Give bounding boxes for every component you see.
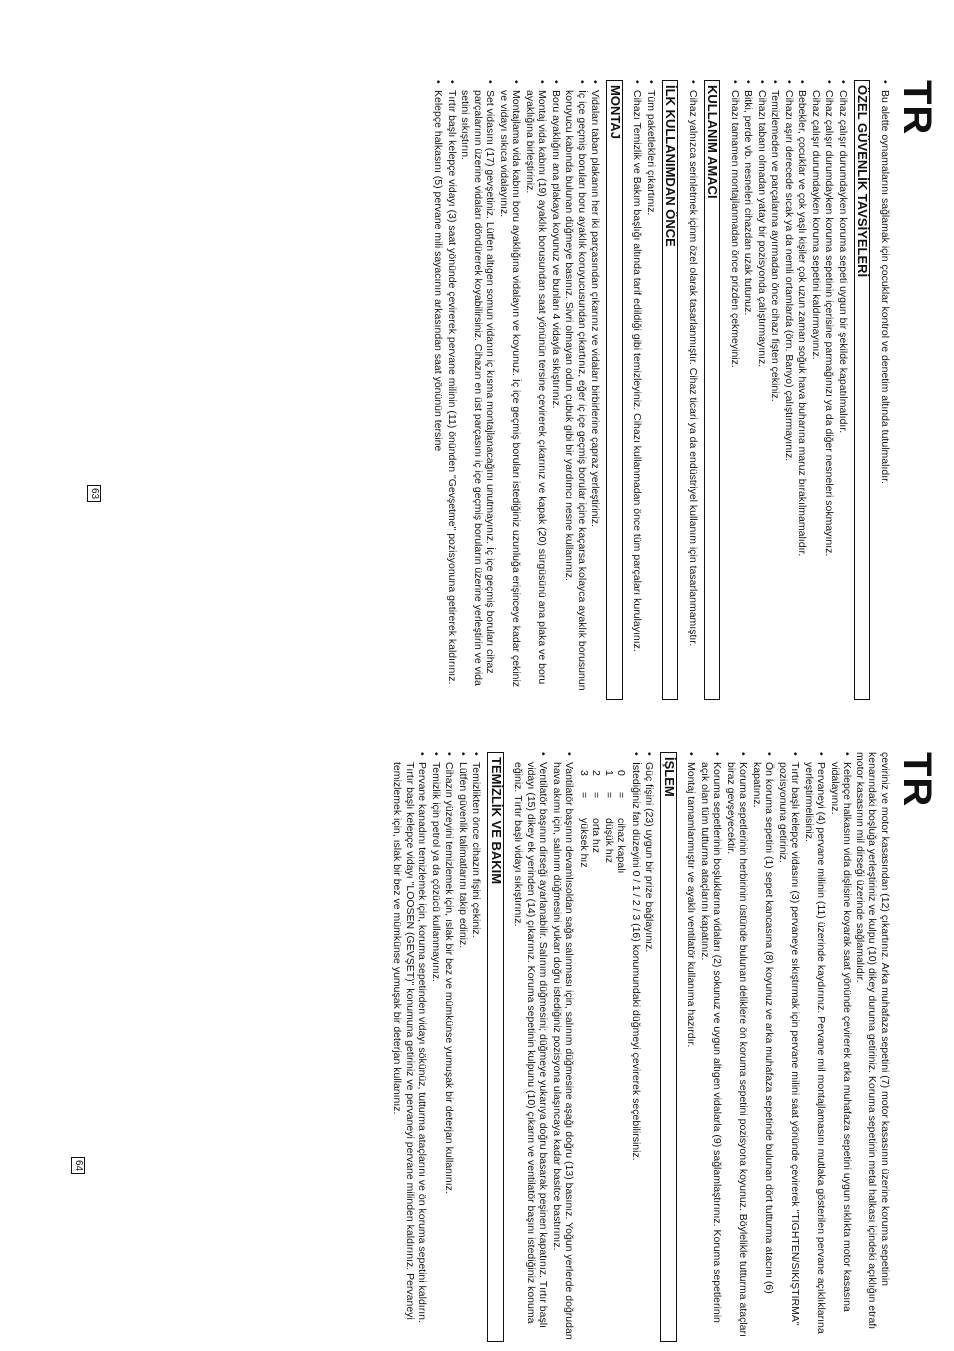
speed-row bbox=[603, 770, 616, 1342]
section-title-operation: İŞLEM bbox=[661, 752, 678, 1342]
speed-levels bbox=[578, 770, 628, 1342]
list-item: • Montaj vida kabını (19) ayaklık borusundan saat yönünün tersine çevirerek çıkarınız ve kapak (20) sürgüsünü ana plaka ve boru ayaklığına birleştiriniz. bbox=[524, 80, 549, 700]
list-item: • Bebekler, çocuklar ve çok yaşlı kişiler çok uzun zaman soğuk hava buharına maruz bırakılmamalıdır. bbox=[796, 80, 809, 700]
usage-list bbox=[687, 80, 700, 700]
list-item: • Temizlik için petrol ya da çözücü kullanmayınız. bbox=[430, 752, 443, 1342]
speed-key: 1 bbox=[603, 770, 615, 776]
page-64-content bbox=[391, 752, 891, 1342]
speed-row bbox=[578, 770, 591, 1342]
speed-label: orta hız bbox=[590, 818, 603, 854]
list-item: • Montaj tamamlanmıştır ve ayaklı ventilatör kullanıma hazırdır. bbox=[685, 752, 698, 1342]
speed-label: cihaz kapalı bbox=[615, 818, 628, 874]
list-item: • Kelepçe halkasını vida dişlisine koyarak saat yönünde çevirerek arka muhafaza sepetini uygun sıklıkta motor kasasına vidalayınız. bbox=[829, 752, 854, 1342]
list-item: • Ventilatör başının dirseği ayarlanabilir. Salınım düğmesini; düğmeye yukarıya doğru basarak peşinen kapatınız. Tırtır başlı vidayı (15) dikey ek yerinden (14) çıkarınız. Koruma sepetinin kulpunu (10) çıkarın ve ventilatör başını istediğiniz konuma eğiniz. Tırtır başlı vidayı sıkıştırınız. bbox=[512, 752, 550, 1342]
list-item: • Cihazı tabanı olmadan yatay bir pozisyonda çalıştırmayınız. bbox=[756, 80, 769, 700]
list-item: Cihaz çalışır durumdayken koruma sepetini kaldırmayınız. bbox=[810, 90, 822, 360]
page-63-content bbox=[432, 80, 891, 700]
section-title-cleaning: TEMİZLİK VE BAKIM bbox=[488, 752, 505, 1342]
continuation-list bbox=[685, 752, 854, 1342]
list-item: • Vantilatör başının devamlısoldan sağa salınması için, salınım düğmesine aşağı doğru (13) basınız. Yoğun yerlerde doğrudan hava akımı için, salınım düğmesini yukarı doğru istediğiniz pozisyona ulaşıncaya kadar basitce bastırınız. bbox=[551, 752, 576, 1342]
assembly-list bbox=[432, 80, 602, 700]
intro-list bbox=[879, 80, 892, 700]
speed-label: yüksek hız bbox=[578, 818, 590, 868]
cleaning-list bbox=[391, 752, 483, 1342]
speed-key: 0 bbox=[615, 770, 628, 776]
list-item: • Pervane kanadını temizlemek için, koruma sepetinden vidayı sökünüz, tutturma ataçlarını ve ön koruma sepetini kaldırın. Tırtır başlı kelepçe vidayı "LOOSEN (GEVŞET)" konumuna getiriniz ve pervaneyi pervane milinden kaldırınız. Pervaneyi temizlemek için, ıslak bir bez ve mümkünse yumuşak bir deterjan kullanınız. bbox=[391, 752, 429, 1342]
list-item: • Lütfen güvenlik talimatlarını takip ediniz. bbox=[457, 752, 470, 1342]
continuation-text: çeviriniz ve motor kasasından (12) çıkartınız. Arka muhafaza sepetini (7) motor kasasının üzerine koruma sepetinin kenarındaki boşluğa yerleştiriniz ve kulpu (10) dikey duruma getiriniz. Koruma sepetinin metal halkası içindeki açıklığın etrafı motor kasasının mil dirseği üzerinde sağlamalıdır. bbox=[854, 752, 891, 1330]
language-tag: TR bbox=[895, 80, 939, 136]
list-item: • Cihazı Temizlik ve Bakım başlığı altında tarif edildiği gibi temizleyiniz. Cihazı kullanmadan önce tüm parçaları kurulayınız. bbox=[631, 80, 644, 700]
list-item: • Kelepçe halkasını (5) pervane mili sayacının arkasından saat yönünün tersine bbox=[432, 80, 445, 700]
list-item: • Cihaz çalışır durumdayken koruma sepeti uygun bir şekilde kapatılmalıdır. bbox=[837, 80, 850, 700]
page-number: 63 bbox=[87, 485, 101, 502]
speed-label: düşük hız bbox=[603, 818, 615, 863]
speed-eq: = bbox=[615, 792, 628, 799]
list-item: • Tırtır başlı kelepçe vidasını (3) pervaneye sıkıştırmak için pervane milini saat yönünde çevirerek "TIGHTEN/SIKIŞTIRMA" pozisyonuna getiriniz. bbox=[777, 752, 802, 1342]
section-title-first-use: İLK KULLANIMDAN ÖNCE bbox=[662, 80, 679, 700]
list-item: • Ön koruma sepetini (1) sepet kancasına (8) koyunuz ve arka muhafaza sepetinde bulunan dört tutturma atacını (6) kapatınız. bbox=[751, 752, 776, 1342]
list-item: • Cihazı tamamen montajlanmadan önce prizden çekmeyiniz. bbox=[729, 80, 742, 700]
section-title-usage: KULLANIM AMACI bbox=[704, 80, 721, 700]
list-item: • Cihazın yüzeyini temizlemek için, ıslak bir bez ve mümkünse yumuşak bir deterjan kullanınız. bbox=[443, 752, 456, 1342]
operation-list-2 bbox=[512, 752, 576, 1342]
list-item: • Bu alette oynamalarını sağlamak için çocuklar kontrol ve denetim altında tutulmalıdır. bbox=[879, 80, 892, 700]
list-item: • Boru ayaklığını ana plakaya koyunuz ve bunları 4 vidayla sıkıştırınız. bbox=[550, 80, 563, 700]
speed-key: 3 bbox=[578, 770, 590, 776]
section-title-safety: ÖZEL GÜVENLİK TAVSİYELERİ bbox=[854, 80, 871, 700]
page-63 bbox=[67, 80, 937, 700]
list-item: • Cihaz yalnızca serinletmek içinm özel olarak tasarlanmıştır. Cihaz ticari ya da endüstriyel kullanım için tasarlanmamıştır. bbox=[687, 80, 700, 700]
section-title-assembly: MONTAJ bbox=[607, 80, 624, 700]
speed-eq: = bbox=[578, 792, 590, 799]
speed-eq: = bbox=[590, 792, 603, 799]
first-use-list bbox=[631, 80, 657, 700]
safety-list bbox=[729, 80, 850, 700]
list-item: • Cihaz çalışır durumdayken koruma sepetinin içerisine parmağınızı ya da diğer nesneleri sokmayınız. bbox=[823, 80, 836, 700]
speed-row bbox=[590, 770, 603, 1342]
speed-key: 2 bbox=[590, 770, 603, 776]
list-item: • Koruma sepetlerinin herbirinin üstünde bulunan deliklere ön koruma sepetini pozisyona koyunuz. Böylelikle tutturma ataçları biraz gevşeyecektir. bbox=[725, 752, 750, 1342]
list-item: • İç içe geçmiş boruları boru ayaklık koruyucusundan çıkartınız, eğer iç içe geçmiş borular içine kaçarsa kolayca ayaklık borusunun koruyucu kabında bulunan düğmeye basınız. Sivri olmayan odun çubuk gibi bir yardımcı nesne kullanınız. bbox=[563, 80, 588, 700]
list-item: • Cihazı aşırı derecede sıcak ya da nemli ortamlarda (örn. Banyo) çalıştırmayınız. bbox=[783, 80, 796, 700]
list-item: • Montajlama vida kabını boru ayaklığına vidalayın ve koyunuz. İç içe geçmiş boruları istediğiniz uzunluğa erişinceye kadar çekiniz ve vidayı sıkıca vidalayınız. bbox=[498, 80, 523, 700]
speed-eq: = bbox=[603, 792, 615, 799]
list-item: • Vidaları taban plakanın her iki parçasından çıkarınız ve vidaları birbirlerine çapraz yerleştiriniz. bbox=[589, 80, 602, 700]
list-item: • Set vidasını (17) gevşetiniz. Lütfen altıgen somun vidanın iç kısma montajlanacağını unutmayınız. İç içe geçmiş boruları cihaz parçalarının üzerine vidaları döndürerek koyabilirsiniz. Cihazın en üst parçasını iç içe geçmiş boruların üzerine yerleştirin ve vida setini sıkıştırın. bbox=[459, 80, 497, 700]
list-item: • İstediğiniz fan düzeyini 0 / 1 / 2 / 3 (16) konumundaki düğmeyi çevirerek seçebilirsiniz. bbox=[630, 752, 643, 1342]
list-item: • Tırtır başlı kelepçe vidayı (3) saat yönünde çevirerek pervane milinin (11) önünden "Gevşetme" pozisyonuna getirerek kaldırınız. bbox=[446, 80, 459, 700]
speed-row bbox=[615, 770, 628, 1342]
list-item: • Güç fişini (23) uygun bir prize bağlayınız. bbox=[643, 752, 656, 1342]
list-item: • Tüm paketlekleri çıkartınız. bbox=[645, 80, 658, 700]
operation-list bbox=[630, 752, 656, 1342]
list-item: • Bitki, perde vb. nesneleri cihazdan uzak tutunuz. bbox=[742, 80, 755, 700]
list-item: • Pervaneyi (4) pervane milinin (11) üzerinde kaydırınız. Pervane mil montajlamasını mutlaka gösterilen pervane açıklıklarına yerleştirmelisiniz. bbox=[803, 752, 828, 1342]
list-item: • Temizlikten önce cihazın fişini çekiniz. bbox=[470, 752, 483, 1342]
page-number: 64 bbox=[71, 1157, 85, 1174]
page-64 bbox=[57, 752, 937, 1342]
language-tag: TR bbox=[895, 752, 939, 808]
list-item: • Koruma sepetlerinin boşluklarına vidaları (2) sokunuz ve uygun altıgen vidalarla (9) sağlamlaştırınız. Koruma sepetlerinin açık olan tüm tutturma ataçlarını kapatınız. bbox=[699, 752, 724, 1342]
list-item: • Temizlemeden ve parçalarına ayırmadan önce cihazı fişten çekiniz. bbox=[769, 80, 782, 700]
